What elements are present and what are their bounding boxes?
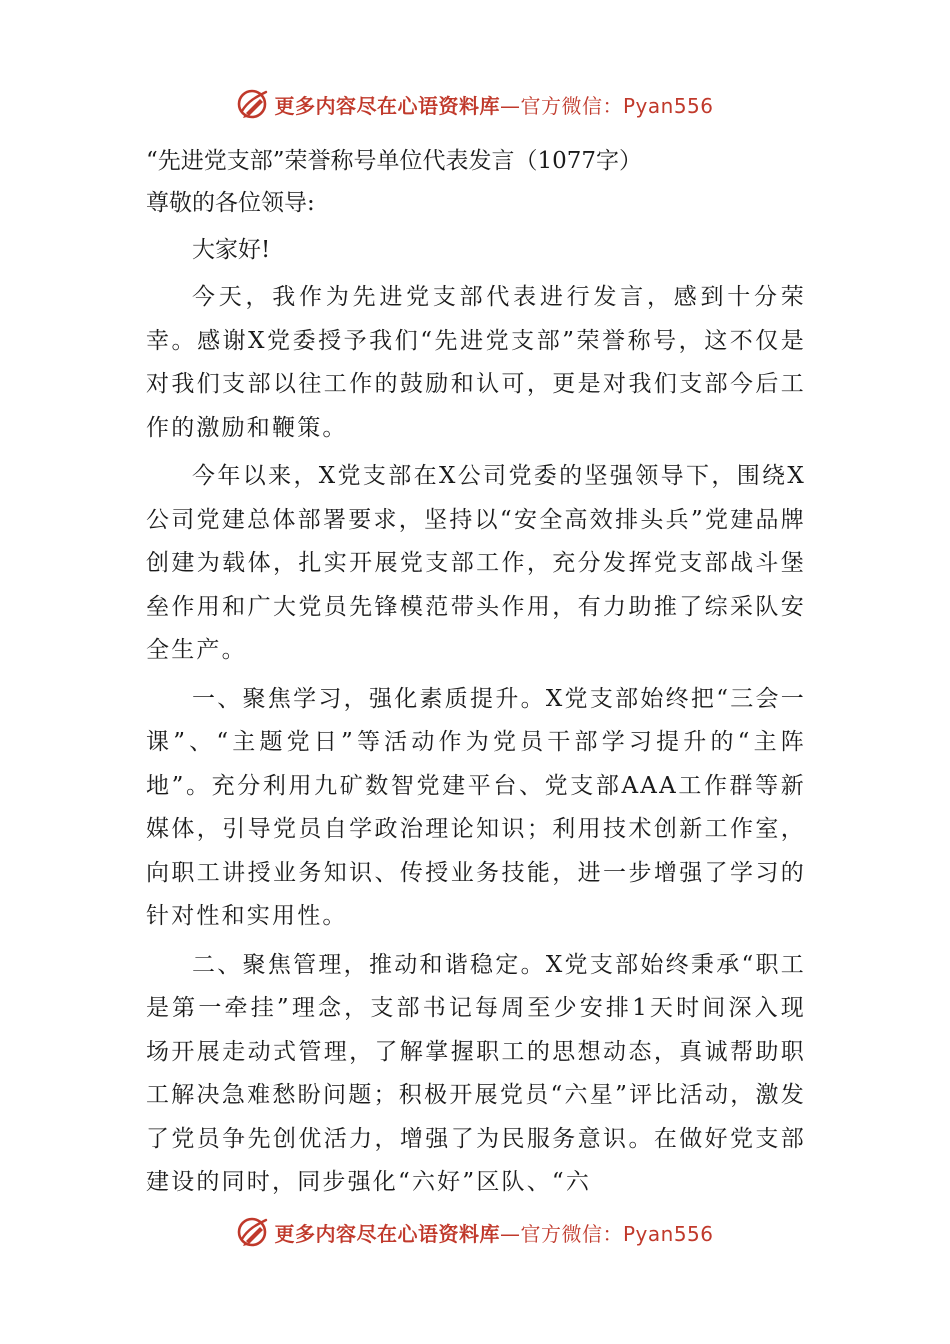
banner-separator: —	[499, 93, 521, 118]
paragraph: 二、聚焦管理，推动和谐稳定。X党支部始终秉承“职工是第一牵挂”理念，支部书记每周至少安排1天时间深入现场开展走动式管理，了解掌握职工的思想动态，真诚帮助职工解决急难愁盼问题；积极开展党员“六星”评比活动，激发了党员争先创优活力，增强了为民服务意识。在做好党支部建设的同时，同步强化“六好”区队、“六	[146, 951, 806, 1195]
banner-separator: —	[499, 1221, 521, 1246]
banner-prefix: 更多内容尽在心语资料库	[274, 93, 500, 118]
banner-wechat-label: 官方微信：	[520, 1221, 623, 1246]
banner-wechat-label: 官方微信：	[520, 93, 623, 118]
greeting: 大家好!	[192, 237, 271, 263]
banner-wechat-id: Pyan556	[622, 1221, 714, 1246]
salutation: 尊敬的各位领导:	[146, 190, 315, 216]
pen-swirl-logo-icon	[236, 87, 270, 121]
pen-swirl-logo-icon	[236, 1215, 270, 1249]
banner-text	[274, 1218, 713, 1247]
header-banner	[0, 84, 950, 124]
document-title: “先进党支部”荣誉称号单位代表发言（1077字）	[146, 148, 643, 174]
paragraph: 一、聚焦学习，强化素质提升。X党支部始终把“三会一课”、“主题党日”等活动作为党员干部学习提升的“主阵地”。充分利用九矿数智党建平台、党支部AAA工作群等新媒体，引导党员自学政治理论知识；利用技术创新工作室，向职工讲授业务知识、传授业务技能，进一步增强了学习的针对性和实用性。	[146, 685, 806, 929]
paragraph: 今年以来，X党支部在X公司党委的坚强领导下，围绕X公司党建总体部署要求，坚持以“安全高效排头兵”党建品牌创建为载体，扎实开展党支部工作，充分发挥党支部战斗堡垒作用和广大党员先锋模范带头作用，有力助推了综采队安全生产。	[146, 463, 806, 663]
footer-banner	[0, 1212, 950, 1252]
paragraph: 今天，我作为先进党支部代表进行发言，感到十分荣幸。感谢X党委授予我们“先进党支部”荣誉称号，这不仅是对我们支部以往工作的鼓励和认可，更是对我们支部今后工作的激励和鞭策。	[146, 284, 806, 441]
banner-prefix: 更多内容尽在心语资料库	[274, 1221, 500, 1246]
banner-text	[274, 90, 713, 119]
banner-wechat-id: Pyan556	[622, 93, 714, 118]
document-body	[146, 140, 806, 1205]
